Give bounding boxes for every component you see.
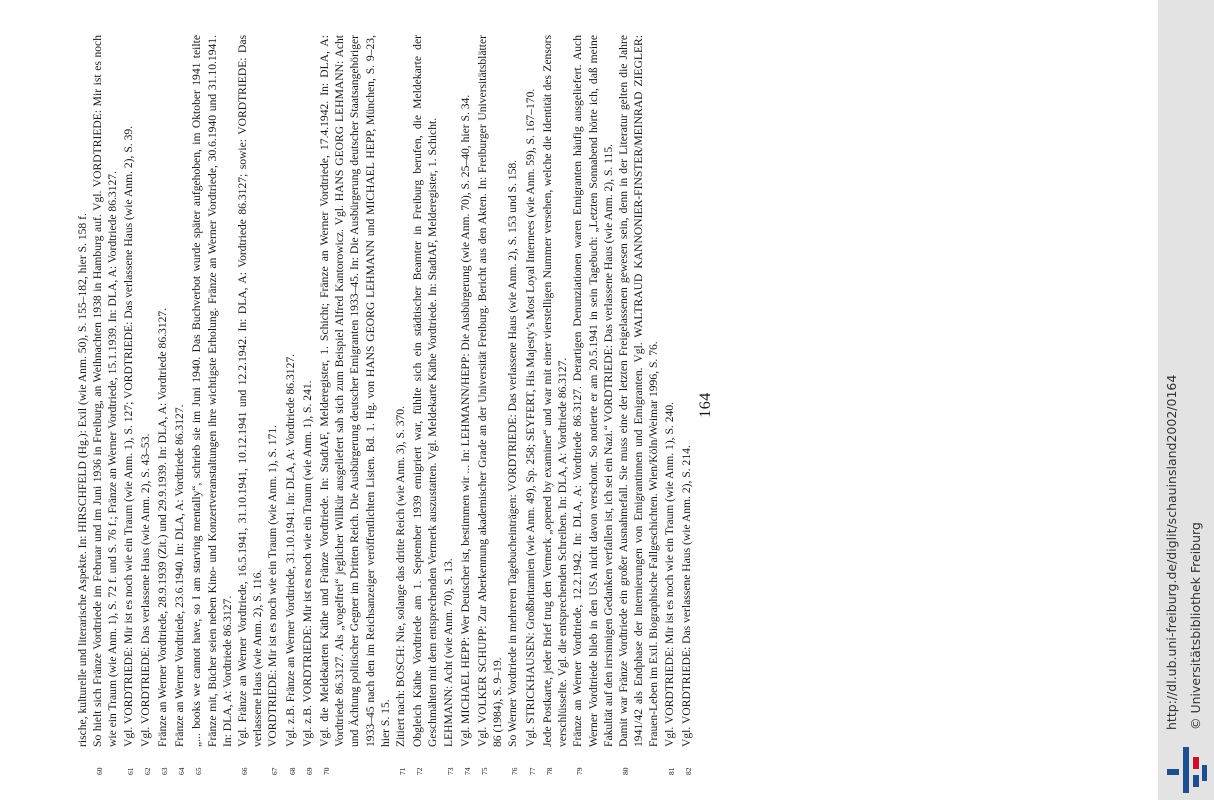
footnote [90,35,120,775]
footnote [155,35,172,775]
footnote-text: Vgl. VORDTRIEDE: Mir ist es noch wie ein Traum (wie Anm. 1), S. 127; VORDTRIEDE: Das verlassene Haus (wie Anm. 2), S. 39. [121,125,135,747]
footnote-text: VORDTRIEDE: Mir ist es noch wie ein Traum (wie Anm. 1), S. 171. [266,424,280,747]
footnote [300,35,317,775]
footnote-number: 82 [683,767,693,775]
footnote-number: 78 [544,767,554,775]
footnote [679,35,696,775]
footnote [410,35,440,775]
footnote-number: 75 [480,767,490,775]
footnote-number: 61 [125,767,135,775]
footnote-number: 69 [304,767,314,775]
footnote-text: „... books we cannot have, so I am starving mentally“, schrieb sie im Juni 1940. Das Buchverbot wurde später aufgehoben, im Oktober 1941 teilte Fränze mit, Bücher seien neben Kino- und Konzertveranstaltungen ihre wichtigste Erholung. Fränze an Werner Vordtriede, 30.6.1940 und 31.10.1941. In: DLA, A: Vordtriede 86.3127. [190,35,234,747]
footnote [265,35,282,775]
footnote-number: 60 [95,767,105,775]
rotated-page-content [75,35,1075,775]
footnotes-block [75,35,696,775]
footnote [235,35,265,775]
source-url[interactable]: http://dl.ub.uni-freiburg.de/diglit/schauinsland2002/0164 [1164,374,1179,730]
footnote-text: So hielt sich Fränze Vordtriede im Februar und im Juni 1936 in Freiburg, an Weihnachten 1938 in Hamburg auf. Vgl. VORDTRIEDE: Mir ist es noch wie ein Traum (wie Anm. 1), S. 72 f. und S. 76 f.; Fränze an Werner Vordtriede, 15.1.1939. In: DLA, A: Vordtriede 86.3127. [91,35,120,747]
footnote-number: 64 [177,767,187,775]
footnote [172,35,189,775]
page-number: 164 [697,392,714,418]
footnote-number: 79 [575,767,585,775]
footnote [121,35,138,775]
footnote-text: Zitiert nach: BOSCH: Nie, solange das dritte Reich (wie Anm. 3), S. 370. [394,406,408,747]
footnote-number: 67 [270,767,280,775]
footnote [75,35,90,775]
sidebar-text-block [1158,0,1214,800]
footnote-number: 80 [620,767,630,775]
footnote [138,35,155,775]
footnote-text: Vgl. z.B. Fränze an Werner Vordtriede, 31.10.1941. In: DLA, A: Vordtriede 86.3127. [283,353,297,747]
footnote-text: Vgl. Fränze an Werner Vordtriede, 16.5.1941, 31.10.1941, 10.12.1941 und 12.2.1942. In: DLA, A: Vordtriede 86.3127; sowie: VORDTRIEDE: Das verlassene Haus (wie Anm. 2), S. 116. [236,35,265,747]
footnote-number: 74 [462,767,472,775]
footnote-text: So Werner Vordtriede in mehreren Tagebucheinträgen: VORDTRIEDE: Das verlassene Haus (wie Anm. 2), S. 153 und S. 158. [506,159,520,747]
footnote-number: 81 [666,767,676,775]
footnote-number: 71 [398,767,408,775]
footnote-text: Vgl. VORDTRIEDE: Mir ist es noch wie ein Traum (wie Anm. 1), S. 240. [662,401,676,747]
footnote-text: Vgl. VORDTRIEDE: Das verlassene Haus (wie Anm. 2), S. 43–53. [138,433,152,747]
footnote-number: 66 [240,767,250,775]
footnote-text: Obgleich Käthe Vordtriede am 1. September 1939 emigriert war, fühlte sich ein städtischer Beamter in Freiburg berufen, die Meldekarte der Geschmähten mit dem entsprechenden Vermerk auszustatten. Vgl. Meldekarte Käthe Vordtriede. In: StadtAF, Melderegister, 1. Schicht. [411,35,440,747]
footnote-text: LEHMANN: Acht (wie Anm. 70), S. 13. [441,558,455,747]
footnote [189,35,235,775]
footnote-number [75,747,90,775]
footnote-number: 77 [527,767,537,775]
footnote-text: Fränze an Werner Vordtriede, 12.2.1942. In: DLA, A: Vordtriede 86.3127. Derartigen Denunziationen waren Emigranten häufig ausgeliefert. Auch Werner Vordtriede blieb in den USA nicht davon verschont. So notierte er am 20.5.1941 in sein Tagebuch: „Letzten Sonnabend hörte ich, daß meine Fakultät auf den irrsinnigen Gedanken verfallen ist, ich sei ein Nazi.“ VORDTRIEDE: Das verlassene Haus (wie Anm. 2), S. 115. [571,35,615,747]
footnote [283,35,300,775]
footnote [317,35,393,775]
footnote [475,35,505,775]
footnote [458,35,475,775]
footnote-text: Vgl. VOLKER SCHUPP: Zur Aberkennung akademischer Grade an der Universität Freiburg. Bericht aus den Akten. In: Freiburger Universitätsblätter 86 (1984), S. 9–19. [476,35,505,747]
footnote-number: 62 [142,767,152,775]
footnote-number: 63 [160,767,170,775]
footnote [540,35,570,775]
footnote [393,35,410,775]
footnote [441,35,458,775]
footnote-number: 68 [287,767,297,775]
footnote-text: Vgl. z.B. VORDTRIEDE: Mir ist es noch wie ein Traum (wie Anm. 1), S. 241. [300,380,314,747]
footnote-text: Vgl. MICHAEL HEPP: Wer Deutscher ist, bestimmen wir ... In: LEHMANN/HEPP: Die Ausbürgerung (wie Anm. 70), S. 25–40, hier S. 34. [458,94,472,747]
footnote [616,35,662,775]
footnote-text: Vgl. die Meldekarten Käthe und Fränze Vordtriede. In: StadtAF, Melderegister, 1. Schicht; Fränze an Werner Vordtriede, 17.4.1942. In: DLA, A: Vordtriede 86.3127. Als „vogelfrei“ jeglicher Willkür ausgeliefert sah sich zum Beispiel Alfred Kantorowicz. Vgl. HANS GEORG LEHMANN: Acht und Ächtung politischer Gegner im Dritten Reich. Die Ausbürgerung deutscher Emigranten 1933–45. In: Die Ausbürgerung deutscher Staatsangehöriger 1933–45 nach den im Reichsanzeiger veröffentlichten Listen. Bd. 1. Hg. von HANS GEORG LEHMANN und MICHAEL HEPP, München, S. 9–23, hier S. 15. [318,35,392,747]
footnote-number: 76 [510,767,520,775]
footnote-text: Jede Postkarte, jeder Brief trug den Vermerk „opened by examiner“ und war mit einer vierstelligen Nummer versehen, welche die Identität des Zensors verschlüsselte. Vgl. die entsprechenden Schreiben. In: DLA, A: Vordtriede 86.3127. [540,35,570,747]
copyright-notice: © Universitätsbibliothek Freiburg [1188,522,1203,730]
footnote-number: 72 [415,767,425,775]
footnote-number: 73 [445,767,455,775]
footnote-text: Fränze an Werner Vordtriede, 23.6.1940. In: DLA, A: Vordtriede 86.3127. [173,404,187,747]
footnote-number: 70 [322,767,332,775]
footnote-text: Vgl. VORDTRIEDE: Das verlassene Haus (wie Anm. 2), S. 214. [679,445,693,747]
footnote [505,35,522,775]
footnote-text: rische, kulturelle und literarische Aspekte. In: HIRSCHFELD (Hg.): Exil (wie Anm. 50), S. 155–182, hier S. 158 f. [76,213,89,747]
viewer-sidebar [1158,0,1214,800]
library-logo-icon [1165,745,1209,795]
footnote [662,35,679,775]
footnote-text: Damit war Fränze Vordtriede ein großer Ausnahmefall. Sie muss eine der letzten Freigelassenen gewesen sein, denn in der Literatur gelten die Jahre 1941/42 als Endphase der Internierungen von Emigrantinnen und Emigranten. Vgl. WALTRAUD KANNONIER-FINSTER/MEINRAD ZIEGLER: Frauen-Leben im Exil. Biographische Fallgeschichten. Wien/Köln/Weimar 1996, S. 76. [616,35,661,747]
footnote-number: 65 [194,767,204,775]
footnote [570,35,616,775]
footnote-text: Fränze an Werner Vordtriede, 28.9.1939 (Zit.) und 29.9.1939. In: DLA, A: Vordtriede 86.3127. [156,307,170,747]
footnote-text: Vgl. STRICKHAUSEN: Großbritannien (wie Anm. 49), Sp. 258; SEYFERT, His Majesty’s Most Loyal Internees (wie Anm. 59), S. 167–170. [523,88,537,747]
footnote [523,35,540,775]
